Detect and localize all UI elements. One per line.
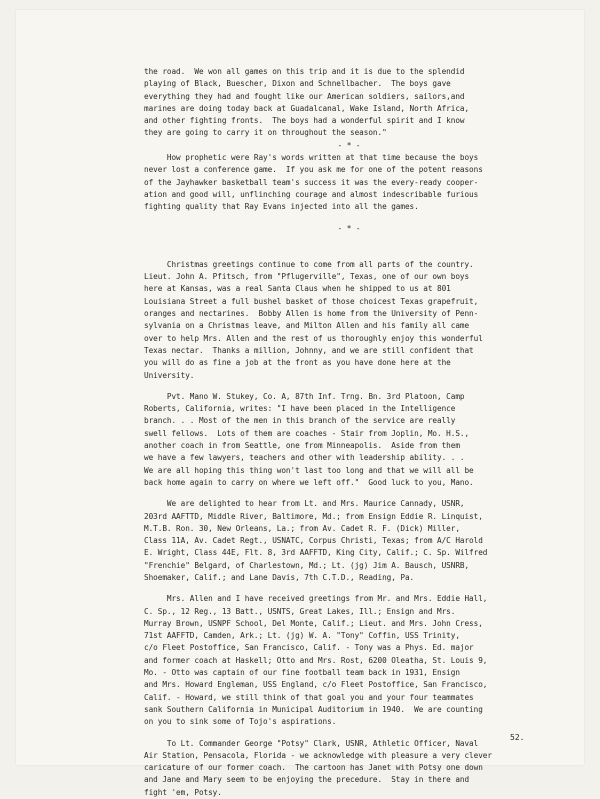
- text-line: Calif. - Howard, we still think of that goal you and your four teammates: [144, 692, 474, 702]
- text-line: on you to sink some of Tojo's aspirations.: [144, 717, 337, 727]
- text-line: we have a few lawyers, teachers and other with leadership ability. . .: [144, 453, 465, 463]
- text-line: everything they had and fought like our American soldiers, sailors,and: [144, 91, 465, 101]
- paragraph-potsy-clark: [144, 738, 554, 799]
- text-line: over to help Mrs. Allen and the rest of us thoroughly enjoy this wonderful: [144, 333, 483, 343]
- spacer: [144, 235, 554, 259]
- spacer: [144, 729, 554, 738]
- text-line: here at Kansas, was a real Santa Claus when he shipped to us at 801: [144, 284, 451, 294]
- spacer: [144, 214, 554, 223]
- text-line: you will do as fine a job at the front as you have done here at the: [144, 358, 451, 368]
- text-line: marines are doing today back at Guadalcanal, Wake Island, North Africa,: [144, 103, 470, 113]
- paragraph-stukey-letter: [144, 391, 554, 489]
- text-line: Louisiana Street a full bushel basket of those choicest Texas grapefruit,: [144, 296, 479, 306]
- text-line: swell fellows. Lots of them are coaches - Stair from Joplin, Mo. H.S.,: [144, 428, 470, 438]
- text-line: another coach in from Seattle, one from Minneapolis. Aside from them: [144, 441, 460, 451]
- text-line: C. Sp., 12 Reg., 13 Batt., USNTS, Great Lakes, Ill.; Ensign and Mrs.: [144, 606, 456, 616]
- text-line: Pvt. Mano W. Stukey, Co. A, 87th Inf. Trng. Bn. 3rd Platoon, Camp: [144, 391, 465, 401]
- text-line: and other fighting fronts. The boys had a wonderful spirit and I know: [144, 116, 465, 126]
- spacer: [144, 489, 554, 498]
- text-line: E. Wright, Class 44E, Flt. 8, 3rd AAFFTD, King City, Calif.; C. Sp. Wilfred: [144, 548, 488, 558]
- text-line: playing of Black, Buescher, Dixon and Schnellbacher. The boys gave: [144, 79, 451, 89]
- text-line: 71st AAFFTD, Camden, Ark.; Lt. (jg) W. A. "Tony" Coffin, USS Trinity,: [144, 631, 460, 641]
- text-line: of the Jayhawker basketball team's success it was the every-ready cooper-: [144, 177, 479, 187]
- text-line: c/o Fleet Postoffice, San Francisco, Calif. - Tony was a Phys. Ed. major: [144, 643, 474, 653]
- text-line: University.: [144, 370, 195, 380]
- text-line: back home again to carry on where we left off." Good luck to you, Mano.: [144, 477, 474, 487]
- text-line: oranges and nectarines. Bobby Allen is home from the University of Penn-: [144, 309, 479, 319]
- text-line: Air Station, Pensacola, Florida - we acknowledge with pleasure a very clever: [144, 750, 492, 760]
- spacer: [144, 382, 554, 391]
- text-line: sank Southern California in Municipal Auditorium in 1940. We are counting: [144, 704, 483, 714]
- section-separator: - * -: [337, 140, 361, 150]
- spacer: [144, 584, 554, 593]
- text-line: never lost a conference game. If you ask me for one of the potent reasons: [144, 165, 483, 175]
- text-line: Class 11A, Av. Cadet Regt., USNATC, Corpus Christi, Texas; from A/C Harold: [144, 536, 483, 546]
- text-line: caricature of our former coach. The cartoon has Janet with Potsy one down: [144, 763, 483, 773]
- text-line: and Jane and Mary seem to be enjoying the precedure. Stay in there and: [144, 775, 470, 785]
- paragraph-greetings-received: [144, 593, 554, 728]
- section-separator: - * -: [337, 223, 361, 233]
- text-line: 203rd AAFTTD, Middle River, Baltimore, Md.; from Ensign Eddie R. Linquist,: [144, 511, 483, 521]
- text-line: fight 'em, Potsy.: [144, 787, 222, 797]
- text-line: sylvania on a Christmas leave, and Milton Allen and his family all came: [144, 321, 470, 331]
- text-line: they are going to carry it on throughout the season.": [144, 128, 387, 138]
- text-line: We are all hoping this thing won't last too long and that we will all be: [144, 465, 474, 475]
- paragraph-christmas-greetings: [144, 259, 554, 382]
- text-line: Mo. - Otto was captain of our fine football team back in 1931, Ensign: [144, 668, 460, 678]
- text-line: Murray Brown, USNPF School, Del Monte, Calif.; Lieut. and Mrs. John Cress,: [144, 618, 483, 628]
- text-line: M.T.B. Ron. 30, New Orleans, La.; from Av. Cadet R. F. (Dick) Miller,: [144, 523, 460, 533]
- paragraph-delighted-to-hear: [144, 498, 554, 584]
- text-line: fighting quality that Ray Evans injected into all the games.: [144, 202, 419, 212]
- text-line: Christmas greetings continue to come from all parts of the country.: [144, 259, 474, 269]
- text-line: Lieut. John A. Pfitsch, from "Pflugerville", Texas, one of our own boys: [144, 272, 470, 282]
- text-line: "Frenchie" Belgard, of Charlestown, Md.; Lt. (jg) Jim A. Bausch, USNRB,: [144, 560, 470, 570]
- paragraph-prophetic: [144, 152, 554, 213]
- page-number: 52.: [510, 733, 525, 742]
- text-line: Mrs. Allen and I have received greetings from Mr. and Mrs. Eddie Hall,: [144, 594, 488, 604]
- text-line: and former coach at Haskell; Otto and Mrs. Rost, 6200 Oleatha, St. Louis 9,: [144, 655, 488, 665]
- paragraph-letter-end: [144, 66, 554, 140]
- text-line: ation and good will, unflinching courage and almost indescribable furious: [144, 189, 479, 199]
- text-line: the road. We won all games on this trip and it is due to the splendid: [144, 67, 465, 76]
- text-line: We are delighted to hear from Lt. and Mrs. Maurice Cannady, USNR,: [144, 499, 465, 509]
- text-line: To Lt. Commander George "Potsy" Clark, USNR, Athletic Officer, Naval: [144, 738, 479, 748]
- text-line: Shoemaker, Calif.; and Lane Davis, 7th C.T.D., Reading, Pa.: [144, 572, 415, 582]
- page-body: [144, 66, 554, 799]
- text-line: and Mrs. Howard Engleman, USS England, c/o Fleet Postoffice, San Francisco,: [144, 680, 488, 690]
- text-line: How prophetic were Ray's words written at that time because the boys: [144, 153, 479, 163]
- text-line: Texas nectar. Thanks a million, Johnny, and we are still confident that: [144, 345, 474, 355]
- document-page: [16, 10, 584, 797]
- text-line: branch. . . Most of the men in this branch of the service are really: [144, 416, 456, 426]
- text-line: Roberts, California, writes: "I have been placed in the Intelligence: [144, 404, 456, 414]
